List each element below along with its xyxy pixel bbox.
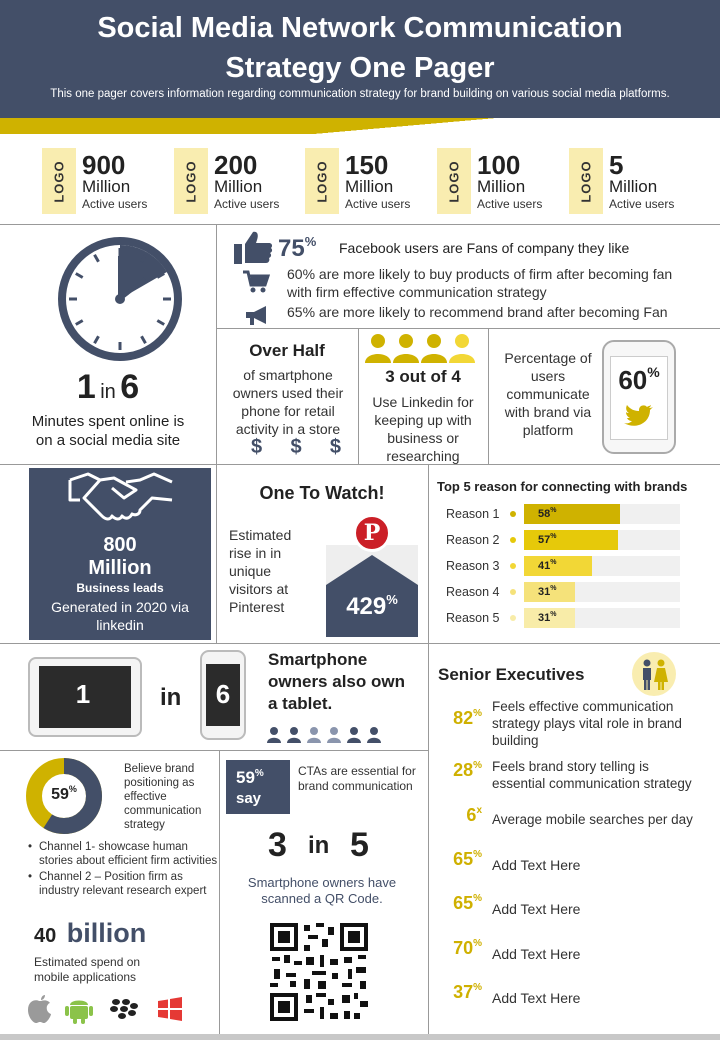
qr-code-icon — [270, 923, 368, 1021]
reason-bar-track — [524, 556, 680, 576]
pinterest-title: One To Watch! — [259, 483, 385, 503]
man-woman-icon — [629, 652, 679, 696]
tablet-six: 6 — [215, 679, 231, 709]
three-of-four-title: 3 out of 4 — [385, 367, 461, 386]
divider — [0, 643, 720, 644]
over-half-text: of smartphone owners used their phone for retail activity in a store — [232, 367, 344, 437]
reason-row — [446, 504, 686, 524]
stat-unit: Million — [82, 177, 131, 196]
reason-value: 31% — [538, 585, 557, 598]
reason-value: 41% — [538, 559, 557, 572]
exec-value-2: 28% — [453, 760, 482, 780]
tablet-text: Smartphone owners also own a tablet. — [268, 650, 405, 713]
reason-bar-track — [524, 504, 680, 524]
android-icon — [65, 1001, 93, 1025]
divider — [428, 643, 429, 1035]
pinterest-value: 429% — [346, 592, 398, 620]
reason-row — [446, 608, 686, 628]
handshake-icon — [66, 470, 176, 534]
reason-label: Reason 3 — [446, 559, 500, 573]
dollar-icon: $ — [290, 436, 302, 458]
reason-label: Reason 5 — [446, 611, 500, 625]
reason-dot — [510, 589, 516, 595]
shopping-cart-icon — [242, 270, 270, 294]
executives-title: Senior Executives — [438, 665, 585, 684]
dollar-icons — [251, 436, 341, 459]
facebook-headline: Facebook users are Fans of company they like — [339, 240, 630, 256]
clock-stat — [0, 368, 216, 407]
exec-text-7: Add Text Here — [492, 990, 581, 1006]
qr-in: in — [308, 832, 330, 859]
reason-bar-track — [524, 582, 680, 602]
divider — [0, 750, 428, 751]
clock-icon — [55, 234, 185, 364]
clock-six: 6 — [120, 368, 140, 406]
exec-value-1: 82% — [453, 708, 482, 728]
clock-one: 1 — [76, 368, 96, 406]
exec-value-5: 65% — [453, 893, 482, 913]
twitter-bird-icon — [624, 404, 654, 428]
exec-value-3: 6$^x$ — [466, 805, 482, 825]
stat-unit: Million — [345, 177, 394, 196]
donut-value: 59% — [51, 784, 77, 803]
reason-label: Reason 2 — [446, 533, 500, 547]
stat-label: Active users — [214, 197, 280, 211]
billion-stat: 40 billion — [34, 918, 147, 948]
exec-text-3: Average mobile searches per day — [492, 812, 693, 827]
stat-number: 100 — [477, 150, 521, 180]
title-line-2: Strategy One Pager — [225, 52, 495, 84]
reason-label: Reason 4 — [446, 585, 500, 599]
divider — [428, 464, 429, 644]
megaphone-icon — [244, 304, 270, 326]
stat-label: Active users — [477, 197, 543, 211]
stat-unit: Million — [609, 177, 658, 196]
over-half-title: Over Half — [249, 341, 325, 360]
exec-text-1: Feels effective communication strategy plays vital role in brand building — [492, 699, 682, 748]
reason-bar-track — [524, 530, 680, 550]
stat-label: Active users — [82, 197, 148, 211]
bottom-bar — [0, 1034, 720, 1040]
exec-text-6: Add Text Here — [492, 946, 581, 962]
exec-text-4: Add Text Here — [492, 857, 581, 873]
page-title — [0, 8, 720, 88]
logo-placeholder: LOGO — [42, 148, 76, 214]
reason-bar — [524, 530, 618, 550]
reason-bar — [524, 582, 575, 602]
facebook-line-1: 60% are more likely to buy products of firm after becoming fan with firm effective communication strategy — [287, 266, 673, 300]
gold-stripe — [0, 118, 720, 134]
reason-value: 31% — [538, 611, 557, 624]
exec-value-6: 70% — [453, 938, 482, 958]
stat-number: 5 — [609, 150, 624, 180]
reason-label: Reason 1 — [446, 507, 500, 521]
dollar-icon: $ — [251, 436, 263, 458]
reason-dot — [510, 511, 516, 517]
windows-icon — [158, 997, 182, 1021]
thumbs-up-icon — [232, 230, 274, 266]
apple-icon — [28, 995, 51, 1023]
platform-icons — [24, 993, 184, 1025]
pinterest-icon: P — [353, 514, 391, 552]
pinterest-text: Estimated rise in in unique visitors at Pinterest — [229, 527, 292, 615]
dollar-icon: $ — [329, 436, 341, 458]
divider — [0, 224, 720, 225]
cta-text: CTAs are essential for brand communication — [298, 764, 416, 793]
reason-row — [446, 582, 686, 602]
reason-bar — [524, 608, 575, 628]
percentage-value: 60% — [618, 364, 660, 395]
reason-dot — [510, 563, 516, 569]
qr-text: Smartphone owners have scanned a QR Code. — [247, 875, 397, 906]
reason-row — [446, 556, 686, 576]
three-of-four-text: Use Linkedin for keeping up with business or researching — [372, 394, 474, 464]
channel-list — [26, 840, 218, 898]
channel-item: • Channel 1- showcase human stories about efficient firm activities — [28, 841, 218, 867]
tablet-in: in — [160, 684, 182, 711]
stat-unit: Million — [477, 177, 526, 196]
people-row-icons — [266, 726, 382, 744]
divider — [216, 328, 720, 329]
stat-number: 900 — [82, 150, 126, 180]
reason-value: 58% — [538, 507, 557, 520]
reasons-title: Top 5 reason for connecting with brands — [437, 479, 688, 494]
reason-bar — [524, 504, 620, 524]
blackberry-icon — [110, 999, 138, 1019]
qr-five: 5 — [350, 826, 369, 864]
billion-caption: Estimated spend on mobile applications — [34, 955, 141, 984]
linkedin-stat: 800 Million — [88, 534, 152, 579]
cta-say: say — [236, 790, 262, 807]
linkedin-leads: Business leads — [76, 581, 164, 595]
clock-caption: Minutes spent online is on a social media site — [31, 413, 185, 449]
exec-value-4: 65% — [453, 849, 482, 869]
exec-text-2: Feels brand story telling is essential communication strategy — [492, 759, 692, 791]
stat-label: Active users — [345, 197, 411, 211]
divider — [0, 464, 720, 465]
tablet-one: 1 — [75, 679, 91, 709]
divider — [488, 328, 489, 464]
reason-dot — [510, 537, 516, 543]
title-line-1: Social Media Network Communication — [97, 12, 623, 44]
stat-number: 200 — [214, 150, 258, 180]
donut-text: Believe brand positioning as effective communication strategy — [124, 763, 202, 831]
logo-placeholder: LOGO — [174, 148, 208, 214]
percentage-text: Percentage of users communicate with brand via platform — [504, 350, 592, 438]
stat-number: 150 — [345, 150, 389, 180]
reason-bar-track — [524, 608, 680, 628]
exec-text-5: Add Text Here — [492, 901, 581, 917]
stat-label: Active users — [609, 197, 675, 211]
facebook-line-2: 65% are more likely to recommend brand after becoming Fan — [287, 304, 668, 320]
facebook-pct: 75% — [278, 234, 317, 262]
divider — [358, 328, 359, 464]
logo-row — [0, 140, 720, 224]
channel-item: • Channel 2 – Position firm as industry relevant research expert — [28, 871, 207, 897]
qr-three: 3 — [268, 826, 287, 864]
linkedin-caption: Generated in 2020 via linkedin — [51, 599, 189, 633]
cta-value: 59% — [236, 768, 264, 787]
stat-unit: Million — [214, 177, 263, 196]
phone-icon — [602, 340, 676, 454]
logo-placeholder: LOGO — [569, 148, 603, 214]
reason-dot — [510, 615, 516, 621]
logo-placeholder: LOGO — [305, 148, 339, 214]
page-subtitle: This one pager covers information regarding communication strategy for brand building on various social media platforms. — [50, 88, 670, 100]
divider — [219, 750, 220, 1035]
reason-value: 57% — [538, 533, 557, 546]
reason-row — [446, 530, 686, 550]
exec-value-7: 37% — [453, 982, 482, 1002]
reason-bar — [524, 556, 592, 576]
logo-placeholder: LOGO — [437, 148, 471, 214]
people-icons — [364, 333, 478, 365]
clock-in: in — [100, 381, 116, 403]
